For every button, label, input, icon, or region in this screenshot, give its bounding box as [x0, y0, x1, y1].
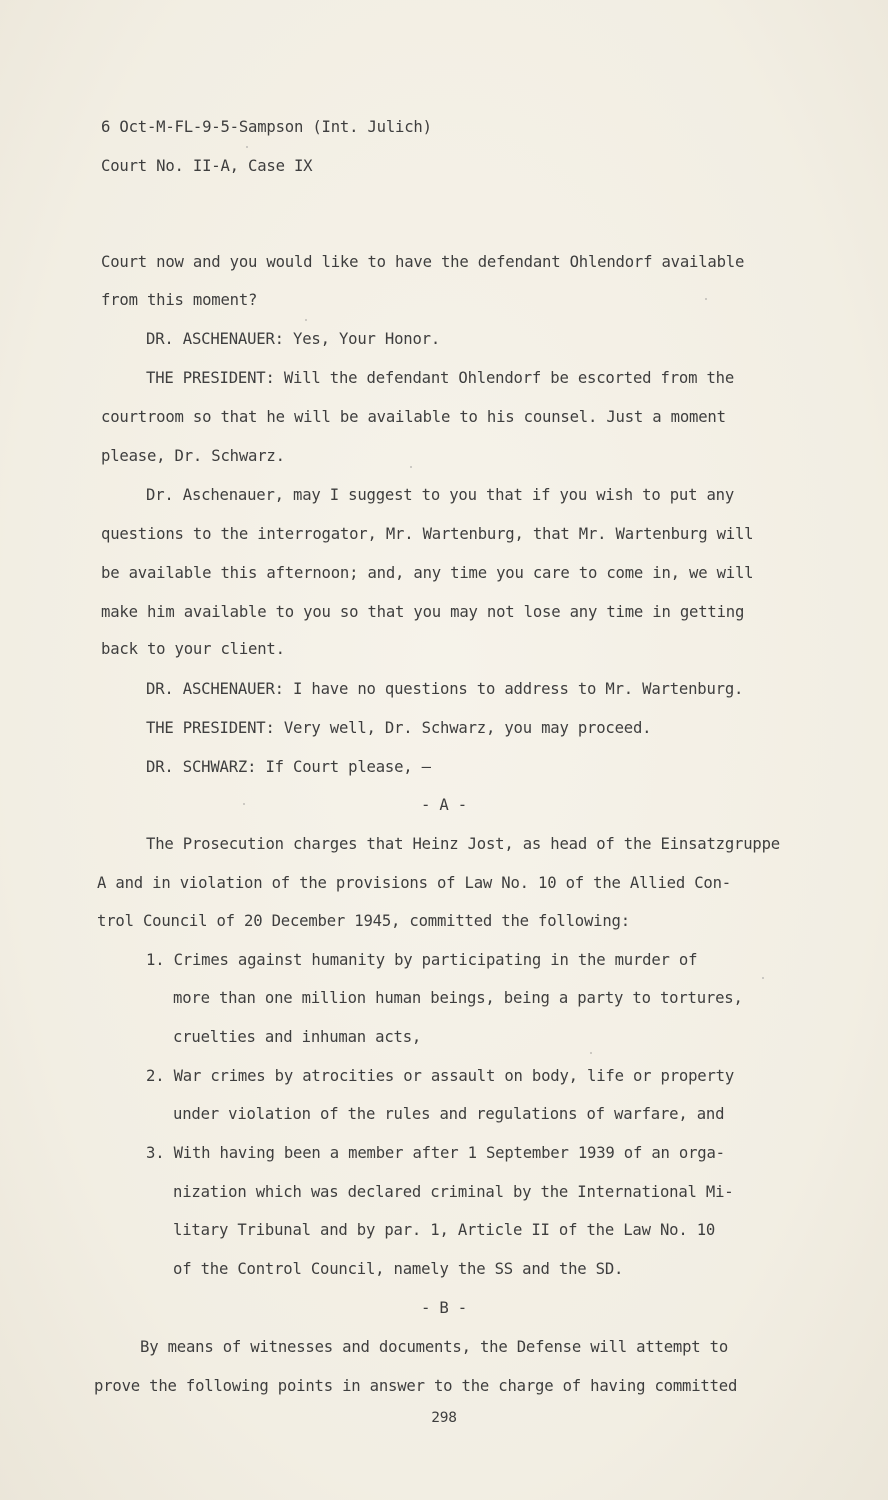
scan-speck [305, 319, 307, 321]
text-line: make him available to you so that you may not lose any time in getting [101, 603, 745, 621]
page-number: 298 [431, 1410, 457, 1426]
text-line: please, Dr. Schwarz. [101, 447, 285, 465]
list-item-2: 2. War crimes by atrocities or assault on body, life or property [146, 1067, 735, 1085]
scan-speck [246, 146, 248, 148]
text-line: DR. SCHWARZ: If Court please, — [146, 758, 431, 776]
list-item-1-cont: cruelties and inhuman acts, [173, 1028, 422, 1046]
text-line: back to your client. [101, 640, 285, 658]
list-item-3-cont: litary Tribunal and by par. 1, Article II of the Law No. 10 [173, 1221, 716, 1239]
list-item-1-cont: more than one million human beings, being a party to tortures, [173, 989, 743, 1007]
list-item-3-cont: of the Control Council, namely the SS and the SD. [173, 1260, 624, 1278]
text-line: courtroom so that he will be available to his counsel. Just a moment [101, 408, 726, 426]
text-line: questions to the interrogator, Mr. Wartenburg, that Mr. Wartenburg will [101, 525, 754, 543]
text-line: THE PRESIDENT: Will the defendant Ohlendorf be escorted from the [146, 369, 735, 387]
list-item-1: 1. Crimes against humanity by participating in the murder of [146, 951, 698, 969]
text-line: DR. ASCHENAUER: Yes, Your Honor. [146, 330, 441, 348]
text-line: By means of witnesses and documents, the Defense will attempt to [140, 1338, 729, 1356]
scan-speck [243, 803, 245, 805]
text-line: prove the following points in answer to the charge of having committed [94, 1377, 738, 1395]
text-line: be available this afternoon; and, any time you care to come in, we will [101, 564, 754, 582]
text-line: A and in violation of the provisions of Law No. 10 of the Allied Con- [97, 874, 731, 892]
scan-speck [705, 298, 707, 300]
text-line: trol Council of 20 December 1945, committed the following: [97, 912, 630, 930]
list-item-2-cont: under violation of the rules and regulations of warfare, and [173, 1105, 725, 1123]
scan-speck [762, 977, 764, 979]
header-slug: 6 Oct-M-FL-9-5-Sampson (Int. Julich) [101, 118, 432, 136]
section-heading-b: - B - [421, 1299, 467, 1317]
text-line: THE PRESIDENT: Very well, Dr. Schwarz, you may proceed. [146, 719, 652, 737]
header-court-case: Court No. II-A, Case IX [101, 157, 313, 175]
list-item-3-cont: nization which was declared criminal by the International Mi- [173, 1183, 734, 1201]
section-heading-a: - A - [421, 796, 467, 814]
text-line: Court now and you would like to have the defendant Ohlendorf available [101, 253, 745, 271]
scan-speck [590, 1052, 592, 1054]
text-line: Dr. Aschenauer, may I suggest to you that if you wish to put any [146, 486, 735, 504]
text-line: The Prosecution charges that Heinz Jost, as head of the Einsatzgruppe [146, 835, 780, 853]
scan-speck [410, 466, 412, 468]
text-line: from this moment? [101, 291, 258, 309]
text-line: DR. ASCHENAUER: I have no questions to address to Mr. Wartenburg. [146, 680, 744, 698]
list-item-3: 3. With having been a member after 1 September 1939 of an orga- [146, 1144, 725, 1162]
